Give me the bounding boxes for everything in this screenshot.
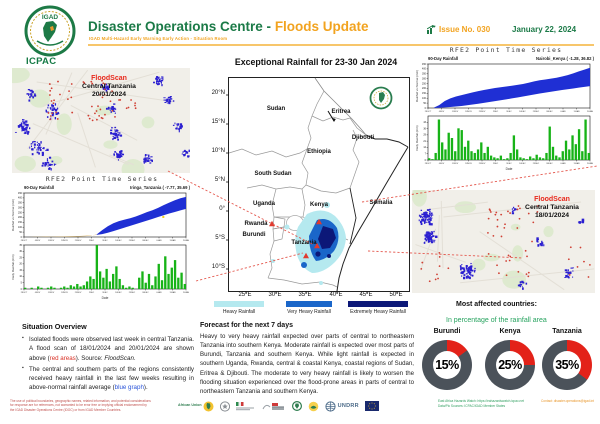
svg-text:300: 300 [422,77,426,81]
igad-logo [24,5,76,57]
donut-chart-tanzania [542,340,592,390]
floodscan-map-20jan-label: FloodScan Central Tanzania 20/01/2024 [82,75,136,98]
svg-text:50: 50 [423,101,426,105]
lat-tick-label: 15°N [211,119,225,125]
legend-swatch [214,301,264,307]
svg-text:450: 450 [18,191,22,195]
svg-text:28OCT: 28OCT [424,163,432,165]
svg-text:20JAN: 20JAN [182,240,190,242]
rich-text-part: Isolated floods were observed last week in central Tanzania. A flood scan of 18/01/2024 and 20/01/2024 are shown above ( [29,336,194,362]
lon-tick-label: 30°E [268,292,282,298]
svg-text:7: 7 [424,152,426,156]
svg-text:25NOV: 25NOV [74,240,82,242]
title-accent: Floods Update [274,19,369,34]
svg-text:150: 150 [18,221,22,225]
svg-text:200: 200 [422,87,426,91]
title-main: Disaster Operations Centre - [88,19,275,34]
svg-text:2DEC: 2DEC [492,111,499,113]
lat-tick-label: 5°N [214,177,225,183]
svg-text:100: 100 [422,97,426,101]
svg-text:2DEC: 2DEC [88,292,95,294]
lat-tick-label: 0° [219,206,225,212]
svg-text:Daily Rainfall (mm): Daily Rainfall (mm) [11,254,15,280]
svg-text:Date: Date [505,167,513,171]
svg-text:2DEC: 2DEC [492,163,499,165]
svg-text:43: 43 [423,121,426,125]
partner-emblem-icon [308,401,319,412]
daily-rainfall-panel [10,243,194,303]
rich-text-part: ). Source: [75,354,105,362]
country-label-south-sudan: South Sudan [254,171,292,177]
donut-label-burundi: Burundi [433,328,461,335]
footer-disclaimer: The use of political boundaries, geographic names, related information, and potential considerations for response are for references, not warranted to be error free or implying official endorsement by the IGAD Disaster Operations Centre (IDOC) or from IGAD Member Countries. [10,399,151,412]
svg-text:11NOV: 11NOV [47,292,55,294]
footer-logos [178,397,379,415]
svg-text:350: 350 [422,72,426,76]
east-africa-rainfall-map [228,77,410,292]
svg-text:9DEC: 9DEC [506,163,512,165]
country-label-ethiopia: Ethiopia [307,149,331,155]
svg-text:20: 20 [19,262,22,266]
chart-station-label: Iringa_Tanzania ( -7.77, 35.69 ) [130,185,190,190]
rich-text-part: ). [143,384,148,392]
svg-text:23DEC: 23DEC [128,292,136,294]
chart-title: RFE2 Point Time Series [45,175,159,183]
igad-small-logo-icon [292,401,302,411]
svg-text:20JAN: 20JAN [182,292,190,294]
lat-tick-label: 10°S [211,264,225,270]
chart-panel-label: 90-Day Rainfall [24,185,55,190]
svg-text:300: 300 [18,206,22,210]
chart-panel-label: 90-Day Rainfall [428,56,459,61]
floodscan-map-18jan [412,190,595,293]
svg-text:200: 200 [18,216,22,220]
icpac-label: ICPAC [26,56,57,67]
page-title [88,19,369,34]
svg-text:9DEC: 9DEC [506,111,512,113]
rich-text-part: The central and southern parts of the regions consistently received heavy rainfall in the last few weeks resulting in above-normal rainfall average ( [29,365,194,392]
issue-number: Issue No. 030 [427,25,490,34]
legend-swatch [348,301,408,307]
svg-text:20JAN: 20JAN [586,163,594,165]
legend-item [348,301,408,315]
lon-tick-label: 40°E [329,292,343,298]
country-label-tanzania: Tanzania [291,240,317,246]
lat-tick-label: 10°N [211,148,225,154]
svg-text:25NOV: 25NOV [74,292,82,294]
donut-value: 15% [433,351,461,379]
italian-cooperation-logo [236,401,256,412]
svg-text:6JAN: 6JAN [560,163,566,165]
donut-chart-burundi [422,340,472,390]
situation-overview-section [14,322,194,395]
svg-text:4NOV: 4NOV [34,240,41,242]
svg-text:28OCT: 28OCT [424,111,432,113]
svg-text:0: 0 [424,106,426,110]
rainfall-map-title: Exceptional Rainfall for 23-30 Jan 2024 [234,57,398,67]
donut-value: 35% [553,351,581,379]
lon-tick-label: 25°E [238,292,252,298]
svg-text:15: 15 [19,268,22,272]
svg-text:25NOV: 25NOV [478,111,486,113]
svg-text:13JAN: 13JAN [169,292,176,294]
cumulative-rainfall-panel [414,62,598,114]
svg-text:30: 30 [19,250,22,254]
svg-text:28OCT: 28OCT [20,240,28,242]
donut-label-tanzania: Tanzania [552,328,582,335]
country-label-somalia: Somalia [369,200,393,206]
svg-text:25: 25 [19,256,22,260]
italy-emblem-icon [220,401,230,412]
svg-text:4NOV: 4NOV [34,292,41,294]
svg-text:350: 350 [18,201,22,205]
svg-text:21: 21 [423,139,426,143]
svg-text:4NOV: 4NOV [438,163,445,165]
lat-tick-label: 5°S [215,235,225,241]
svg-text:18NOV: 18NOV [465,111,472,113]
svg-text:Daily Rainfall (mm): Daily Rainfall (mm) [415,125,419,151]
svg-text:150: 150 [422,92,426,96]
svg-text:35: 35 [19,243,22,247]
eu-flag-icon [365,401,379,411]
rich-text-part: . [133,354,136,362]
svg-text:16DEC: 16DEC [519,111,526,113]
svg-text:30DEC: 30DEC [546,111,553,113]
svg-text:Date: Date [101,296,109,300]
hazards-watch-link[interactable]: East Africa Hazards Watch: https://eahazardswatch.icpac.net [438,399,524,403]
svg-text:0: 0 [20,235,22,239]
data-sources-text: Data/Pic Sources: ICPAC/IGAD Member States [438,403,506,408]
svg-text:23DEC: 23DEC [532,111,540,113]
svg-text:9DEC: 9DEC [102,240,108,242]
svg-text:20JAN: 20JAN [586,111,594,113]
lon-tick-label: 35°E [298,292,312,298]
country-label-uganda: Uganda [252,201,276,207]
country-label-sudan: Sudan [266,106,286,112]
legend-label: Very Heavy Rainfall [287,308,331,315]
svg-text:11NOV: 11NOV [451,163,459,165]
rfe2-chart-nairobi [414,46,598,174]
country-label-kenya: Kenya [309,202,329,208]
svg-text:11NOV: 11NOV [47,240,55,242]
floodscan-map-20jan [12,68,190,173]
legend-label: Heavy Rainfall [222,308,256,315]
country-label-eritrea: Eritrea [331,109,351,115]
svg-text:10: 10 [19,275,22,279]
svg-text:6JAN: 6JAN [156,240,162,242]
svg-text:16DEC: 16DEC [115,292,122,294]
legend-label: Extremely Heavy Rainfall [350,308,406,315]
svg-text:36: 36 [423,127,426,131]
lat-tick-label: 20°N [211,90,225,96]
footer-contact-link[interactable]: Contact: disaster.operations@igad.int [541,399,595,403]
svg-text:25NOV: 25NOV [478,163,486,165]
donut-label-kenya: Kenya [499,328,521,335]
svg-text:29: 29 [423,133,426,137]
svg-text:IGAD: IGAD [41,14,59,21]
rfe2-chart-iringa [10,175,194,303]
lon-tick-label: 50°E [389,292,403,298]
issue-date: January 22, 2024 [512,25,577,34]
undrr-logo: UNDRR [325,401,359,412]
svg-text:5: 5 [20,281,22,285]
country-label-burundi: Burundi [242,232,266,238]
svg-text:18NOV: 18NOV [61,240,68,242]
svg-text:13JAN: 13JAN [169,240,176,242]
svg-text:400: 400 [18,196,22,200]
svg-text:30DEC: 30DEC [142,292,149,294]
african-union-logo: African Union [178,401,214,412]
svg-text:400: 400 [422,67,426,71]
affected-countries-subtitle: In percentage of the rainfall area [446,317,547,324]
svg-text:23DEC: 23DEC [532,163,540,165]
footer-links [438,399,542,409]
african-union-emblem-icon [203,401,214,412]
svg-text:2DEC: 2DEC [88,240,95,242]
chart-title: RFE2 Point Time Series [449,46,563,54]
svg-text:18NOV: 18NOV [465,163,472,165]
issue-chart-icon [427,25,436,34]
svg-text:13JAN: 13JAN [573,111,580,113]
svg-text:100: 100 [18,226,22,230]
svg-text:4NOV: 4NOV [438,111,445,113]
svg-text:0: 0 [20,287,22,291]
svg-text:0: 0 [424,158,426,162]
east-africa-map-graphic [229,78,409,291]
donut-value: 25% [496,351,524,379]
country-label-rwanda: Rwanda [244,221,268,227]
daily-rainfall-panel [414,114,598,174]
lon-tick-label: 45°E [359,292,373,298]
svg-text:Rainfall vs Normal (mm): Rainfall vs Normal (mm) [415,69,419,103]
legend-item [286,301,332,315]
rich-text-part: blue graph [114,384,144,392]
forecast-text: Heavy to very heavy rainfall expected over parts of central to northeastern Tanzania into southern Kenya. Moderate rainfall is expected over most parts of Burundi, Tanzania and southern Kenya. While light rainfall is expected in southern Uganda, Rwanda, central & coastal Kenya, coastal regions of Sudan, Eritrea & Djibouti. The moderate to very heavy rainfall is likely to worsen the flooding situation experienced over the flood-prone areas in parts of central to northeastern Tanzania and southern Kenya. [200,333,414,395]
chart-station-label: Nairobi_Kenya ( -1.28, 36.82 ) [536,56,594,61]
forecast-section [200,322,414,396]
svg-text:16DEC: 16DEC [519,163,526,165]
rich-text-part: FloodScan [104,354,134,362]
legend-item [214,301,264,315]
svg-text:6JAN: 6JAN [560,111,566,113]
svg-text:28OCT: 28OCT [20,292,28,294]
situation-bullet-2 [22,365,194,393]
page-subtitle: IGAD Multi-Hazard Early Warning Early Action - Situation Room [89,36,228,41]
affected-countries-title: Most affected countries: [456,301,537,308]
forecast-title: Forecast for the next 7 days [200,322,293,329]
situation-overview-list [14,335,194,393]
floodscan-map-18jan-label: FloodScan Central Tanzania 18/01/2024 [525,196,579,219]
legend-swatch [286,301,332,307]
situation-overview-title: Situation Overview [22,322,87,331]
svg-text:14: 14 [423,146,426,150]
donut-chart-kenya [485,340,535,390]
country-label-djibouti: Djibouti [351,135,375,141]
svg-text:450: 450 [422,62,426,66]
rich-text-part: red areas [49,354,76,362]
cumulative-rainfall-panel [10,191,194,243]
situation-bullet-1 [22,335,194,363]
svg-text:23DEC: 23DEC [128,240,136,242]
svg-text:6JAN: 6JAN [156,292,162,294]
svg-text:11NOV: 11NOV [451,111,459,113]
svg-text:18NOV: 18NOV [61,292,68,294]
svg-text:13JAN: 13JAN [573,163,580,165]
svg-text:16DEC: 16DEC [115,240,122,242]
flood-marker-triangle [269,221,275,226]
partner-logo [262,401,286,412]
svg-text:30DEC: 30DEC [546,163,553,165]
svg-text:250: 250 [18,211,22,215]
svg-text:Rainfall vs Normal (mm): Rainfall vs Normal (mm) [11,198,15,232]
svg-text:30DEC: 30DEC [142,240,149,242]
svg-text:50: 50 [19,230,22,234]
svg-text:250: 250 [422,82,426,86]
svg-text:9DEC: 9DEC [102,292,108,294]
